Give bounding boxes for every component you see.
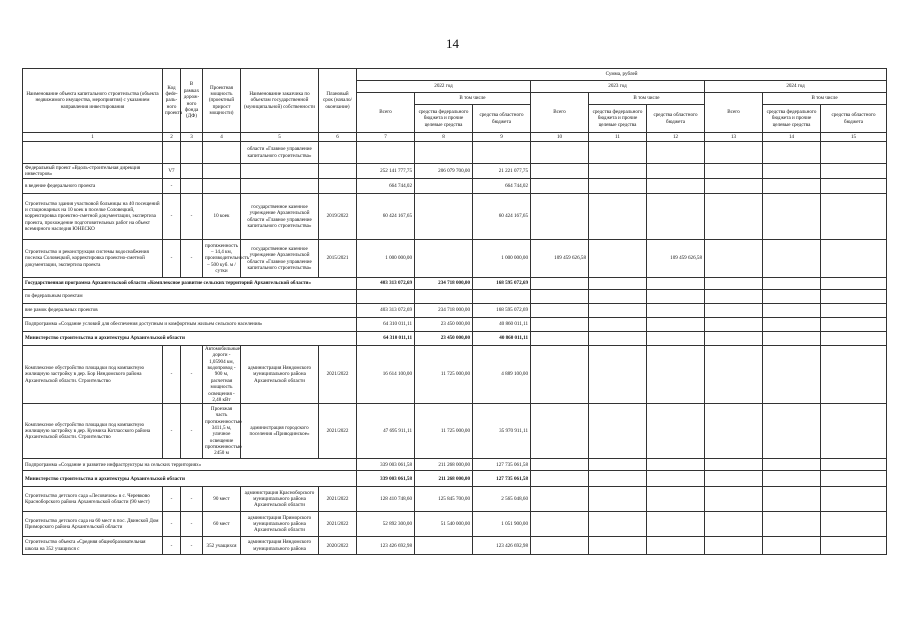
header-fed-2023: средства федерального бюджета и прочие целевые средства [589,105,647,133]
header-incl-2024: В том числе [763,93,887,105]
road-fund-cell: - [181,346,203,404]
table-row [23,512,887,537]
fed-2022-cell: 11 725 000,00 [415,404,473,459]
header-sum: Сумма, рублей [357,69,887,81]
customer-cell: государственное казенное учреждение Архангельской области «Главное управление капитального строительства» [241,194,319,240]
table-row [23,278,887,290]
table-row [23,194,887,240]
table-row [23,487,887,512]
table-row [23,318,887,332]
total-2022-cell: 403 313 072,69 [357,278,415,290]
road-fund-cell: - [181,404,203,459]
object-name-cell: в ведение федерального проекта [23,179,163,194]
capacity-cell: 90 мест [203,487,241,512]
road-fund-cell: - [181,194,203,240]
col-number: 7 [357,133,415,142]
header-incl-2022: В том числе [415,93,531,105]
reg-2022-cell: 4 889 100,00 [473,346,531,404]
code-cell: - [163,179,181,194]
reg-2022-cell: 40 860 011,11 [473,318,531,332]
period-cell: 2015/2021 [319,240,357,278]
header-fed-2024: средства федерального бюджета и прочие целевые средства [763,105,821,133]
capacity-cell: 10 коек [203,194,241,240]
customer-cell: администрация Няндомского муниципального района Архангельской области [241,346,319,404]
total-2022-cell: 123 426 692,98 [357,537,415,555]
fed-2022-cell: 11 725 000,00 [415,346,473,404]
col-number: 14 [763,133,821,142]
object-name-cell: Строительство и реконструкция системы водоснабжения поселка Соловецкий, корректировка проектно-сметной документации, экспертиза проекта [23,240,163,278]
table-row [23,404,887,459]
header-reg-2024: средства областного бюджета [821,105,887,133]
total-2022-cell: 16 614 100,00 [357,346,415,404]
road-fund-cell: - [181,537,203,555]
total-2022-cell: 128 410 748,60 [357,487,415,512]
period-cell: 2020/2022 [319,537,357,555]
header-reg-2023: средства областного бюджета [647,105,705,133]
period-cell: 2021/2022 [319,487,357,512]
col-number: 3 [181,133,203,142]
program-name-cell: Государственная программа Архангельской области «Комплексное развитие сельских территорий Архангельской области» [23,278,357,290]
reg-2022-cell: 168 595 072,69 [473,278,531,290]
object-name-cell: Федеральный проект «Вдоль-строительная дирекция инвесторов» [23,164,163,179]
object-name-cell: Комплексное обустройство площадки под компактную жилищную застройку в дер. Бор Няндомского района Архангельской области. Строительство [23,346,163,404]
header-year-2024: 2024 год [705,81,887,93]
reg-2022-cell: 664 744,02 [473,179,531,194]
object-name-cell: Строительство детского сада «Лесовичок» в с. Черевково Красноборского района Архангельской области (90 мест) [23,487,163,512]
table-row [23,164,887,179]
page-number: 14 [446,36,459,51]
total-2022-cell: 64 310 011,11 [357,332,415,346]
budget-table [22,68,887,555]
total-2022-cell: 339 003 061,58 [357,471,415,487]
reg-2022-cell: 21 221 077,75 [473,164,531,179]
code-cell: - [163,194,181,240]
subprogram-name-cell: Подпрограмма «Создание условий для обеспечения доступным и комфортным жильем сельского населения» [23,318,357,332]
code-cell: V7 [163,164,181,179]
customer-cell: области «Главное управление капитального строительства» [241,142,319,164]
code-cell: - [163,487,181,512]
fed-2022-cell: 206 079 700,00 [415,164,473,179]
ministry-name-cell: Министерство строительства и архитектуры Архангельской области [23,332,357,346]
header-reg-2022: средства областного бюджета [473,105,531,133]
reg-2022-cell: 123 426 692,98 [473,537,531,555]
fed-2022-cell: 125 845 700,00 [415,487,473,512]
total-2022-cell: 403 313 072,69 [357,304,415,318]
header-object-name: Наименование объекта капитального строительства (объекта недвижимого имущества, мероприятия) с указанием направления инвестирования [23,69,163,133]
col-number: 1 [23,133,163,142]
object-name-cell: Строительство объекта «Средняя общеобразовательная школа на 352 учащихся с [23,537,163,555]
col-number: 15 [821,133,887,142]
table-row [23,459,887,471]
col-number: 10 [531,133,589,142]
capacity-cell: Проезжая часть протяженностью 3411,5 м, уличное освещение протяженностью 2450 м [203,404,241,459]
period-cell: 2021/2022 [319,346,357,404]
fed-2022-cell: 211 268 000,00 [415,459,473,471]
total-2022-cell: 52 892 300,00 [357,512,415,537]
header-year-2022: 2022 год [357,81,531,93]
reg-2022-cell: 1 051 900,00 [473,512,531,537]
ministry-name-cell: Министерство строительства и архитектуры Архангельской области [23,471,357,487]
table-row [23,537,887,555]
header-incl-2023: В том числе [589,93,705,105]
capacity-cell: протяженность – 14,4 км, производительность – 500 куб. м / сутки [203,240,241,278]
object-name-cell: Комплексное обустройство площадки под компактную жилищную застройку в дер. Куимиха Котласского района Архангельской области. Строительство [23,404,163,459]
capacity-cell: 60 мест [203,512,241,537]
section-name-cell: вне рамок федеральных проектов [23,304,357,318]
header-total-2022: Всего [357,93,415,133]
table-row [23,346,887,404]
reg-2022-cell: 35 970 911,11 [473,404,531,459]
period-cell: 2021/2022 [319,404,357,459]
col-number: 6 [319,133,357,142]
reg-2022-cell: 60 424 167,65 [473,194,531,240]
fed-2022-cell: 51 540 000,00 [415,512,473,537]
reg-2022-cell: 168 595 072,69 [473,304,531,318]
customer-cell: администрация Приморского муниципального района Архангельской области [241,512,319,537]
period-cell: 2019/2022 [319,194,357,240]
col-number: 5 [241,133,319,142]
table-row [23,179,887,194]
section-name-cell: по федеральным проектам [23,290,357,304]
reg-2022-cell: 1 000 000,00 [473,240,531,278]
fed-2022-cell: 234 718 000,00 [415,278,473,290]
header-fed-2022: средства федерального бюджета и прочие целевые средства [415,105,473,133]
capacity-cell: 352 учащихся [203,537,241,555]
object-name-cell: Строительство детского сада на 60 мест в пос. Двинской Дом Приморского района Архангельской области [23,512,163,537]
road-fund-cell: - [181,512,203,537]
header-capacity: Проектная мощность (проектный прирост мощности) [203,69,241,133]
object-name-cell: Строительство здания участковой больницы на 40 посещений и стационарных на 10 коек в поселке Соловецкий, корректировка проектно-сметной документации, экспертиза проекта, прохождение подготовительных работ на объект всемирного наследия ЮНЕСКО [23,194,163,240]
header-road-fund: В рамках дорож-ного фонда (ДФ) [181,69,203,133]
table-row [23,471,887,487]
capacity-cell: Автомобильные дороги - 1,05904 км, водопровод - 900 м, расчетная мощность освещения - 2,48 кВт [203,346,241,404]
table-row [23,290,887,304]
reg-2022-cell: 40 860 011,11 [473,332,531,346]
fed-2022-cell: 23 450 000,00 [415,318,473,332]
header-year-2023: 2023 год [531,81,705,93]
total-2022-cell: 664 744,02 [357,179,415,194]
reg-2022-cell: 127 735 061,58 [473,471,531,487]
header-total-2023: Всего [531,93,589,133]
header-customer: Наименование заказчика по объектам государственной (муниципальной) собственности [241,69,319,133]
customer-cell: администрация Няндомского муниципального района [241,537,319,555]
total-2022-cell: 252 141 777,75 [357,164,415,179]
subprogram-name-cell: Подпрограмма «Создание и развитие инфраструктуры на сельских территориях» [23,459,357,471]
fed-2022-cell: 23 450 000,00 [415,332,473,346]
reg-2022-cell: 127 735 061,58 [473,459,531,471]
table-row [23,332,887,346]
road-fund-cell: - [181,487,203,512]
table-row [23,304,887,318]
col-number: 11 [589,133,647,142]
col-number: 13 [705,133,763,142]
col-number: 2 [163,133,181,142]
col-number: 12 [647,133,705,142]
period-cell: 2021/2022 [319,512,357,537]
fed-2022-cell: 211 268 000,00 [415,471,473,487]
customer-cell: администрация Красноборского муниципального района Архангельской области [241,487,319,512]
header-federal-code: Код фede-раль-ного проекта [163,69,181,133]
code-cell: - [163,346,181,404]
code-cell: - [163,512,181,537]
fed-2022-cell: 234 718 000,00 [415,304,473,318]
road-fund-cell: - [181,240,203,278]
total-2022-cell: 47 695 911,11 [357,404,415,459]
table-row [23,142,887,164]
header-total-2024: Всего [705,93,763,133]
total-2022-cell: 1 000 000,00 [357,240,415,278]
code-cell: - [163,537,181,555]
total-2023-cell: 109 459 626,58 [531,240,589,278]
reg-2023-cell: 109 459 626,58 [647,240,705,278]
col-number: 9 [473,133,531,142]
reg-2022-cell: 2 565 048,60 [473,487,531,512]
customer-cell: государственное казенное учреждение Архангельской области «Главное управление капитального строительства» [241,240,319,278]
col-number: 8 [415,133,473,142]
total-2022-cell: 64 310 011,11 [357,318,415,332]
col-number: 4 [203,133,241,142]
customer-cell: администрация городского поселения «Приводинское» [241,404,319,459]
header-period: Плановый срок (начало/ окончание) [319,69,357,133]
table-row [23,240,887,278]
total-2022-cell: 339 003 061,58 [357,459,415,471]
code-cell: - [163,240,181,278]
total-2022-cell: 60 424 167,65 [357,194,415,240]
code-cell: - [163,404,181,459]
